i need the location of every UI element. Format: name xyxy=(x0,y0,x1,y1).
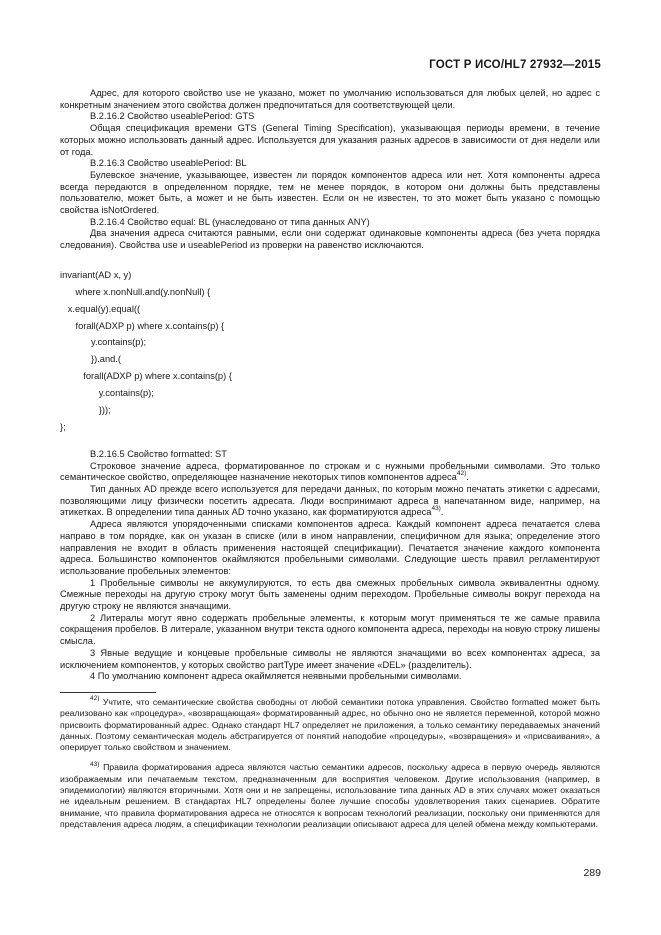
page-number: 289 xyxy=(583,867,601,879)
rule-item: 3 Явные ведущие и концевые пробельные символы не являются значащими во всех компонентах адреса, за исключением компонентов, у которых свойство partType имеет значение «DEL» (разделитель). xyxy=(60,647,600,670)
paragraph-text: Тип данных AD прежде всего используется для передачи данных, по которым можно печатать этикетки с адресами, позволяющими лицу физически посетить адресата. Люди воспринимают адреса в напечатанном виде, например, на этикетках. В определении типа данных AD точно указано, как форматируются адреса xyxy=(60,484,600,518)
paragraph xyxy=(60,484,600,519)
paragraph xyxy=(60,461,600,484)
section-heading: B.2.16.5 Свойство formatted: ST xyxy=(90,448,227,459)
rule-item: 1 Пробельные символы не аккумулируются, то есть два смежных пробельных символа эквивалентны одному. Смежные переходы на другую строку могут быть заменены одним переходом. Пробельные символы вокруг перехода на другую строку не являются значащими. xyxy=(60,577,600,612)
code-line: y.contains(p); xyxy=(60,337,147,348)
code-line: forall(ADXP p) where x.contains(p) { xyxy=(60,320,225,331)
paragraph-text: Строковое значение адреса, форматированное по строкам и с нужными пробельными символами. Это только семантическое свойство, определяющее назначение некоторых типов компонентов адреса xyxy=(60,460,600,483)
paragraph-end: . xyxy=(440,507,444,518)
footnote-text: Правила форматирования адреса являются частью семантики адресов, поскольку адреса в первую очередь являются изображаемым или печатаемым текстом, предназначенным для восприятия человеком. Другие использования (например, в эпидемиологии) являются вторичными. Хотя они и не запрещены, использование типа данных AD в этих случаях может оказаться не идеальным решением. В стандартах HL7 определены более лучшие способы удовлетворения таких сценариев. Обратите внимание, что правила форматирования адреса не относятся к вопросам технологий реализации, поскольку они применяются для представления адреса людям, а спецификации технологии реализации описывают адреса для целей обмена между компьютерами. xyxy=(60,762,600,829)
section-heading: B.2.16.4 Свойство equal: BL (унаследовано от типа данных ANY) xyxy=(90,216,370,227)
paragraph: Адрес, для которого свойство use не указано, может по умолчанию использоваться для любых целей, но адрес с конкретным значением этого свойства должен предпочитаться для соответствующей цели. xyxy=(60,88,600,110)
paragraph: Общая спецификация времени GTS (General Timing Specification), указывающая периоды времени, в течение которых можно использовать данный адрес. Используется для указания разных адресов в зависимости от дня недели или от года. xyxy=(60,123,600,157)
footnote-ref[interactable]: 43) xyxy=(431,505,441,513)
footnote-ref[interactable]: 42) xyxy=(456,470,467,478)
paragraph-end: . xyxy=(466,472,469,483)
code-block xyxy=(60,267,600,436)
page-header: ГОСТ Р ИСО/HL7 27932—2015 xyxy=(429,59,601,71)
section-heading: B.2.16.2 Свойство useablePeriod: GTS xyxy=(90,111,255,122)
body-text xyxy=(60,88,600,683)
paragraph: Булевское значение, указывающее, известен ли порядок компонентов адреса или нет. Хотя компоненты адреса всегда передаются в определенном порядке, тем не менее порядок, в котором они должны быть представлены пользователю, может быть, а может и не быть известен. Если он не известен, то это может быть указано с помощью свойства isNotOrdered. xyxy=(60,169,600,216)
footnote-mark: 42) xyxy=(90,695,100,703)
footnote xyxy=(60,762,600,830)
code-line: })); xyxy=(60,405,111,416)
paragraph: Адреса являются упорядоченными списками компонентов адреса. Каждый компонент адреса печатается слева направо в том порядке, как он указан в списке (или в ином направлении, специфичном для языка; определение этого направления не входит в область применения настоящей спецификации). Печатается значение каждого компонента адреса. Большинство компонентов окаймляются пробельными символами. Следующие шесть правил регламентируют использование пробельных элементов: xyxy=(60,519,600,576)
footnote xyxy=(60,697,600,753)
footnote-divider xyxy=(60,692,156,693)
code-line: y.contains(p); xyxy=(60,388,154,399)
footnote-text: Учтите, что семантические свойства свободны от любой семантики потока управления. Свойство formatted может быть реализовано как «процедура», «возвращающая» форматированный адрес, но обычно оно не является переменной, которой можно присвоить форматированный адрес. Однако стандарт HL7 определяет не приложения, а только семантику передаваемых значений данных. Поэтому семантическая модель абстрагируется от понятий наподобие «процедуры», «возвращения» и «присваивания», а оперирует только свойством и значением. xyxy=(60,697,601,753)
paragraph: Два значения адреса считаются равными, если они содержат одинаковые компоненты адреса (без учета порядка следования). Свойства use и useablePeriod из проверки на равенство исключаются. xyxy=(60,228,600,251)
code-line: forall(ADXP p) where x.contains(p) { xyxy=(60,371,232,382)
section-heading: B.2.16.3 Свойство useablePeriod: BL xyxy=(90,158,247,169)
code-line: invariant(AD x, y) xyxy=(60,269,132,280)
footnotes xyxy=(60,697,600,839)
code-line: }).and.( xyxy=(60,354,121,365)
rule-item: 4 По умолчанию компонент адреса окаймляется неявными пробельными символами. xyxy=(90,671,462,682)
code-line: where x.nonNull.and(y.nonNull) { xyxy=(60,286,211,297)
rule-item: 2 Литералы могут явно содержать пробельные элементы, к которым могут применяться те же самые правила сокращения пробелов. В литерале, указанном внутри текста одного компонента адреса, переходы на новую строку лишены смысла. xyxy=(60,612,600,647)
code-line: x.equal(y).equal(( xyxy=(60,303,141,314)
code-line: }; xyxy=(60,422,66,432)
footnote-mark: 43) xyxy=(90,760,100,768)
